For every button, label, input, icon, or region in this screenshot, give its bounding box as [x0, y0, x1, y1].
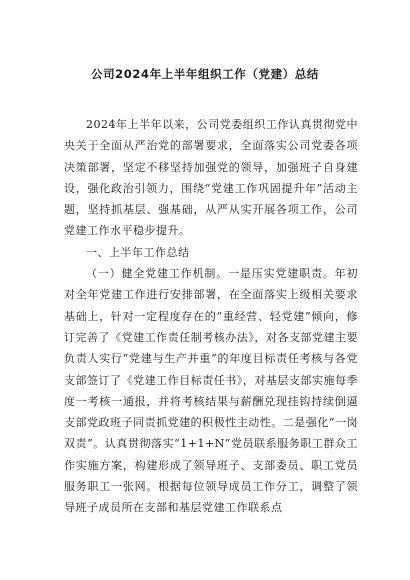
intro-paragraph: 2024年上半年以来，公司党委组织工作认真贯彻党中央关于全面从严治党的部署要求，全面落实公司党委各项决策部署，坚定不移坚持加强党的领导，加强班子自身建设，强化政治引领力，围绕“党建工作巩固提升年”活动主题，坚持抓基层、强基础，从严从实开展各项工作，公司党建工作水平稳步提升。 — [64, 118, 358, 238]
section-heading: 一、上半年工作总结 — [86, 245, 190, 259]
document-title: 公司2024年上半年组织工作（党建）总结 — [90, 67, 319, 81]
section-paragraph: （一）健全党建工作机制。一是压实党建职责。年初对全年党建工作进行安排部署，在全面落实上级相关要求基础上，针对一定程度存在的“重经营、轻党建”倾向，修订完善了《党建工作责任制考核办法》，对各支部党建主要负责人实行“党建与生产并重”的年度目标责任考核与各党支部签订了《党建工作目标责任书》，对基层支部实施每季度一考核一通报，并将考核结果与薪酬兑现挂钩持续倒逼支部党政班子同责抓党建的积极性主动性。二是强化“一岗双责”。认真贯彻落实“1+1+N”党员联系服务职工群众工作实施方案，构建形成了领导班子、支部委员、职工党员服务职工一张网。根据每位领导成员工作分工，调整了领导班子成员所在支部和基层党建工作联系点 — [64, 267, 358, 515]
document-body — [64, 114, 358, 519]
